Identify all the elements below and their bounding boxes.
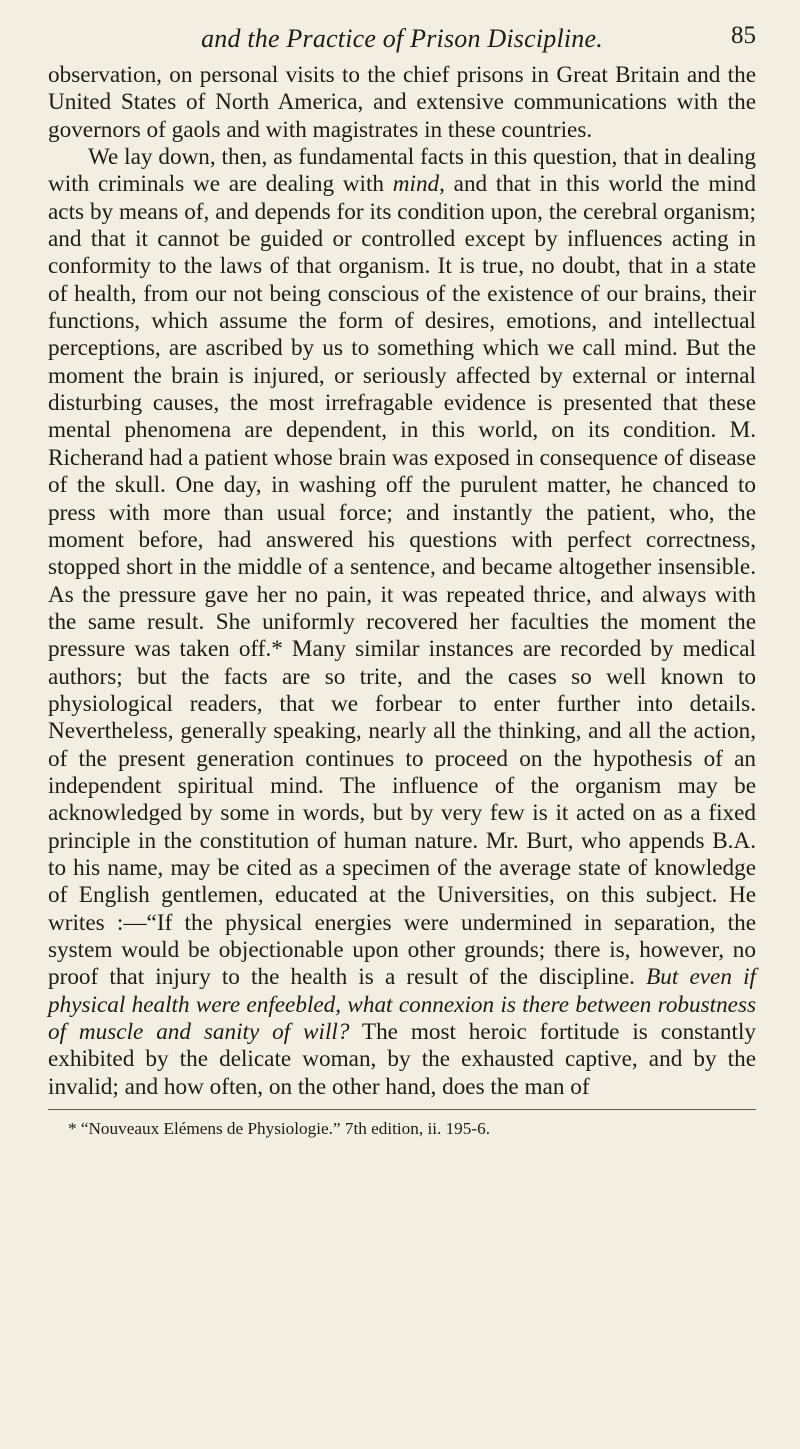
paragraph-text-segment: We lay down, then, as fundamental facts in this question, that in dealing with criminals we are dealing with	[48, 144, 756, 198]
footnote-citation: 7th edition, ii. 195-6.	[344, 1119, 490, 1139]
paragraph-text-segment: , and that in this world the mind acts by means of, and depends for its condition upon, the cerebral organism; and that it cannot be guided or controlled except by influences acting in conformity to the laws of that organism. It is true, no doubt, that in a state of health, from our not being conscious of the existence of our brains, their functions, which assume the form of desires, emotions, and intellectual perceptions, are ascribed by us to something which we call mind. But the moment the brain is injured, or seriously affected by external or internal disturbing causes, the most irrefragable evidence is presented that these mental phenomena are dependent, in this world, on its condition. M. Richerand had a patient whose brain was exposed in consequence of disease of the skull. One day, in washing off the purulent matter, he chanced to press with more than usual force; and instantly the patient, who, the moment before, had answered his questions with perfect correctness, stopped short in the middle of a sentence, and became altogether insensible. As the pressure gave her no pain, it was repeated thrice, and always with the same result. She uniformly recovered her faculties the moment the pressure was taken off.* Many similar instances are recorded by medical authors; but the facts are so trite, and the cases so well known to physiological readers, that we forbear to enter further into details. Nevertheless, generally speaking, nearly all the thinking, and all the action, of the present generation continues to proceed on the hypothesis of an independent spiritual mind. The influence of the organism may be acknowledged by some in words, but by very few is it acted on as a fixed principle in the constitution of human nature. Mr. Burt, who appends B.A. to his name, may be cited as a specimen of the average state of knowledge of English gentlemen, educated at the Universities, on this subject. He writes :—“If the physical energies were undermined in separation, the system would be objectionable upon other grounds; there is, however, no proof that injury to the health is a result of the discipline.	[48, 171, 756, 991]
main-text	[48, 62, 756, 1101]
footnote-marker: *	[68, 1119, 77, 1139]
paragraph-text-segment: The most heroic fortitude is constantly exhibited by the delicate woman, by the exhausted captive, and by the invalid; and how often, on the other hand, does the man of	[48, 1019, 757, 1100]
italic-mind-word: mind	[392, 171, 440, 198]
page-number: 85	[731, 22, 756, 49]
paragraph: observation, on personal visits to the chief prisons in Great Britain and the United States of North America, and extensive communications with the governors of gaols and with magistrates in these countries.	[48, 62, 756, 143]
footnote	[48, 1118, 756, 1139]
footnote-title: “Nouveaux Elémens de Physiologie.”	[80, 1119, 341, 1139]
running-title: and the Practice of Prison Discipline.	[201, 24, 603, 53]
running-header	[48, 10, 756, 53]
italic-quoted-passage: But even if physical health were enfeebled, what connexion is there between robustness of muscle and sanity of will?	[48, 964, 756, 1046]
footnote-divider	[48, 1109, 756, 1110]
paragraph	[48, 144, 756, 1101]
